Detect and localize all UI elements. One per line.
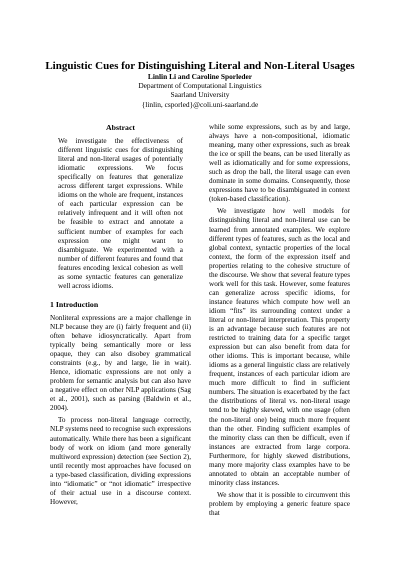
right-paragraph-2: We investigate how well models for distinguishing literal and non-literal use can be learned from annotated examples. We explore different types of features, such as the local and global context, syntactic properties of the local context, the form of the expression itself and properties relating to the cohesive structure of the discourse. We show that several feature types work well for this task. However, some features can generalize across specific idioms, for instance features which compute how well an idiom “fits” its surrounding context under a literal or non-literal interpretation. This property is an advantage because such features are not restricted to training data for a specific target expression but can also benefit from data for other idioms. This is important because, while idioms as a general linguistic class are relatively frequent, instances of each particular idiom are much more difficult to find in sufficient numbers. The situation is exacerbated by the fact the distributions of literal vs. non-literal usage tend to be highly skewed, with one usage (often the non-literal one) being much more frequent than the other. Finding sufficient examples of the minority class can then be difficult, even if instances are extracted from large corpora. Furthermore, for highly skewed distributions, many more majority class examples have to be annotated to obtain an acceptable number of minority class instances.	[209, 207, 350, 487]
author-block	[0, 72, 400, 109]
paper-title: Linguistic Cues for Distinguishing Literal and Non-Literal Usages	[45, 60, 355, 72]
right-paragraph-3: We show that it is possible to circumvent this problem by employing a generic feature space that	[209, 490, 350, 517]
author-email: {linlin, csporled}@coli.uni-saarland.de	[141, 99, 259, 109]
right-paragraph-1: while some expressions, such as by and large, always have a non-compositional, idiomatic meaning, many other expressions, such as break the ice or spill the beans, can be used literally as well as idiomatically and for some expressions, such as drop the ball, the literal usage can even dominate in some domains. Consequently, those expressions have to be disambiguated in context (token-based classification).	[209, 123, 350, 204]
abstract-heading: Abstract	[105, 123, 135, 132]
intro-paragraph-2: To process non-literal language correctly, NLP systems need to recognise such expressions automatically. While there has been a significant body of work on idiom (and more generally multiword expression) detection (see Section 2), until recently most approaches have focused on a type-based classification, dividing expressions into “idiomatic” or “not idiomatic” irrespective of their actual use in a discourse context. However,	[50, 416, 191, 506]
affiliation-university: Saarland University	[170, 90, 230, 100]
left-column	[50, 123, 191, 507]
affiliation-department: Department of Computational Linguistics	[138, 81, 262, 91]
intro-paragraph-1: Nonliteral expressions are a major challenge in NLP because they are (i) fairly frequent and (ii) often behave idiosyncratically. Apart from typically being semantically more or less opaque, they can also disobey grammatical constraints (e.g., by and large, lie in wait). Hence, idiomatic expressions are not only a problem for semantic analysis but can also have a negative effect on other NLP applications (Sag et al., 2001), such as parsing (Baldwin et al., 2004).	[50, 313, 191, 413]
section-heading-introduction: 1 Introduction	[50, 299, 99, 309]
author-names: Linlin Li and Caroline Sporleder	[147, 72, 253, 81]
abstract-text: We investigate the effectiveness of different linguistic cues for distinguishing literal and non-literal usages of potentially idiomatic expressions. We focus specifically on features that generalize across different target expressions. While idioms on the whole are frequent, instances of each particular expression can be relatively infrequent and it will often not be feasible to extract and annotate a sufficient number of examples for each expression one might want to disambiguate. We experimented with a number of different features and found that features encoding lexical cohesion as well as some syntactic features can generalize well across idioms.	[58, 137, 183, 290]
right-column	[209, 123, 350, 518]
